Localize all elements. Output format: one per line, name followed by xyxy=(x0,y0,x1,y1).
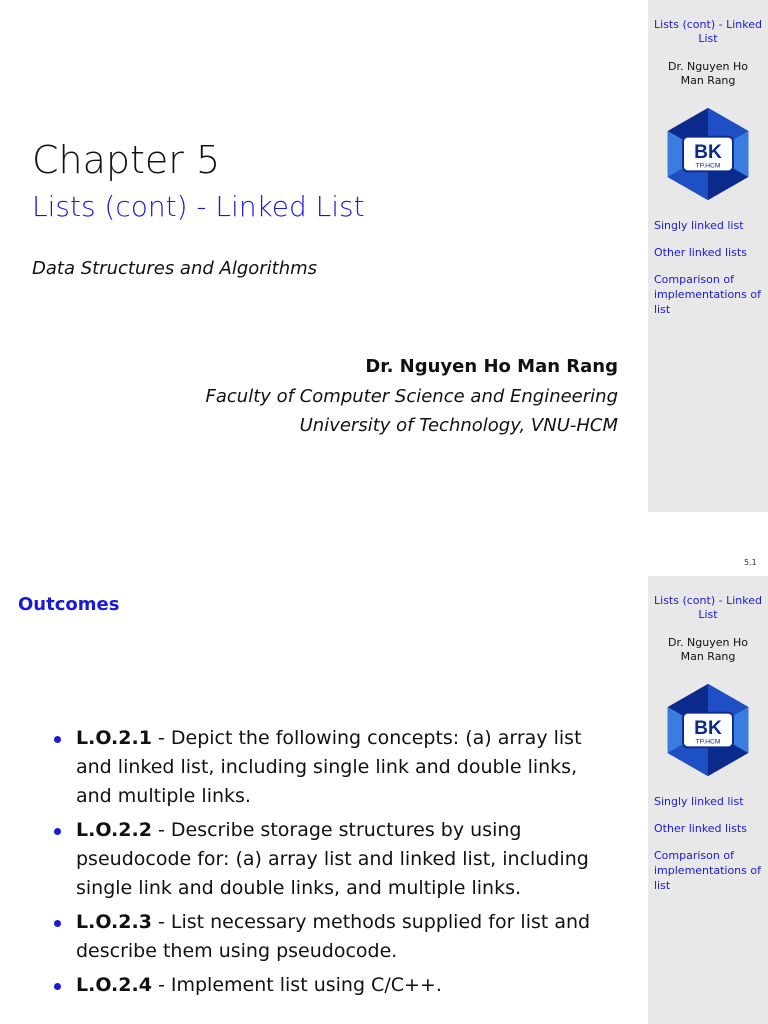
sidebar-presentation-title[interactable] xyxy=(648,594,768,622)
sidebar-author-line1: Dr. Nguyen Ho xyxy=(668,636,748,649)
chapter-subtitle: Lists (cont) - Linked List xyxy=(32,190,365,223)
outcomes-list xyxy=(48,724,608,1005)
affiliation-faculty: Faculty of Computer Science and Engineering xyxy=(205,386,618,407)
sidebar-item-comparison[interactable]: Comparison of implementations of list xyxy=(654,273,761,316)
outcome-text: - Describe storage structures by using pseudocode for: (a) array list and linked list, including single link and double links, and multiple links. xyxy=(76,819,589,899)
sidebar-author-line1: Dr. Nguyen Ho xyxy=(668,60,748,73)
sidebar-item-other-linked-lists[interactable]: Other linked lists xyxy=(654,822,747,835)
logo-subtext: TP.HCM xyxy=(695,162,721,170)
page-number: 5.1 xyxy=(744,558,757,567)
sidebar-item-comparison[interactable]: Comparison of implementations of list xyxy=(654,849,761,892)
chapter-title: Chapter 5 xyxy=(32,138,221,182)
sidebar-title-line1: Lists (cont) - Linked xyxy=(654,594,762,607)
outcome-text: - Implement list using C/C++. xyxy=(151,974,442,996)
frame-title: Outcomes xyxy=(18,594,120,615)
logo-text: BK xyxy=(694,717,722,739)
outcome-code: L.O.2.3 xyxy=(76,911,152,933)
list-item xyxy=(48,971,608,1000)
sidebar-title-line2: List xyxy=(698,608,718,621)
sidebar-nav xyxy=(654,218,766,329)
logo-text: BK xyxy=(694,141,722,163)
course-name: Data Structures and Algorithms xyxy=(32,258,318,279)
sidebar-author xyxy=(648,636,768,664)
outcome-code: L.O.2.1 xyxy=(76,727,152,749)
outcomes-slide xyxy=(0,576,768,1024)
list-item xyxy=(48,724,608,811)
sidebar-item-other-linked-lists[interactable]: Other linked lists xyxy=(654,246,747,259)
logo-subtext: TP.HCM xyxy=(695,738,721,746)
sidebar-item-singly-linked-list[interactable]: Singly linked list xyxy=(654,795,744,808)
list-item xyxy=(48,816,608,903)
sidebar xyxy=(648,0,768,512)
outcome-text: - List necessary methods supplied for list and describe them using pseudocode. xyxy=(76,911,591,962)
bk-logo-icon xyxy=(660,106,756,202)
sidebar-author xyxy=(648,60,768,88)
outcome-text: - Depict the following concepts: (a) array list and linked list, including single link and double links, and multiple links. xyxy=(76,727,582,807)
outcome-code: L.O.2.4 xyxy=(76,974,152,996)
affiliation-university: University of Technology, VNU-HCM xyxy=(299,415,618,436)
sidebar xyxy=(648,576,768,1024)
bk-logo-icon xyxy=(660,682,756,778)
sidebar-presentation-title[interactable] xyxy=(648,18,768,46)
sidebar-author-line2: Man Rang xyxy=(680,74,736,87)
list-item xyxy=(48,908,608,966)
sidebar-title-line2: List xyxy=(698,32,718,45)
sidebar-nav xyxy=(654,794,766,905)
sidebar-item-singly-linked-list[interactable]: Singly linked list xyxy=(654,219,744,232)
sidebar-title-line1: Lists (cont) - Linked xyxy=(654,18,762,31)
sidebar-author-line2: Man Rang xyxy=(680,650,736,663)
author-name: Dr. Nguyen Ho Man Rang xyxy=(365,356,618,377)
outcome-code: L.O.2.2 xyxy=(76,819,152,841)
